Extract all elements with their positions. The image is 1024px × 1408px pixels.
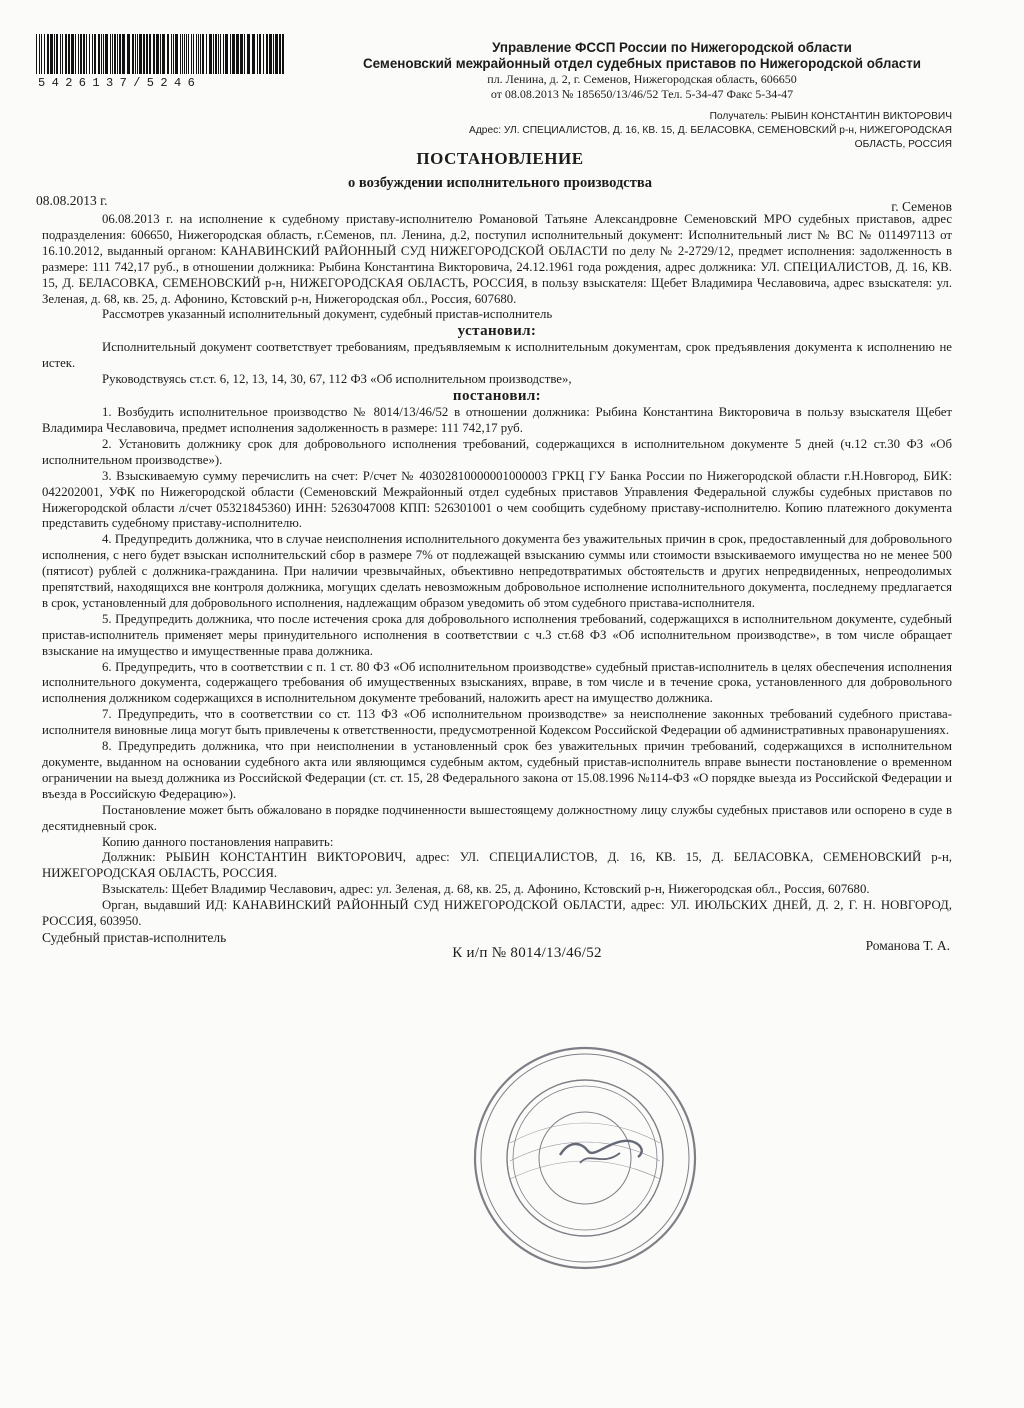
agency-name: Управление ФССП России по Нижегородской области: [492, 40, 852, 55]
debtor-paragraph: Должник: РЫБИН КОНСТАНТИН ВИКТОРОВИЧ, адрес: УЛ. СПЕЦИАЛИСТОВ, Д. 16, КВ. 15, Д. БЕЛАСОВКА, СЕМЕНОВСКИЙ р-н, НИЖЕГОРОДСКАЯ ОБЛАСТЬ, РОССИЯ.: [42, 850, 952, 881]
decision-item-7: 7. Предупредить, что в соответствии со ст. 113 ФЗ «Об исполнительном производстве» за неисполнение законных требований судебного пристава-исполнителя виновные лица могут быть привлечены к ответственности, предусмотренной Кодексом Российской Федерации об административных правонарушениях.: [42, 707, 952, 738]
department-name: Семеновский межрайонный отдел судебных приставов по Нижегородской области: [362, 56, 922, 71]
decision-item-2: 2. Установить должнику срок для добровольного исполнения требований, содержащихся в исполнительном документе 5 дней (ч.12 ст.30 ФЗ «Об исполнительном производстве»).: [42, 436, 952, 467]
document-subtitle: о возбуждении исполнительного производства: [348, 175, 652, 191]
document-title: ПОСТАНОВЛЕНИЕ: [416, 149, 584, 168]
date-row: [36, 193, 952, 214]
recipient-block: [312, 110, 952, 152]
intro-paragraph: 06.08.2013 г. на исполнение к судебному приставу-исполнителю Романовой Татьяне Александровне Семеновский МРО судебных приставов, адрес подразделения: 606650, Нижегородская область, г.Семенов, пл. Ленина, д.2, поступил исполнительный документ: Исполнительный лист № ВС № 011497113 от 16.10.2012, выданный органом: КАНАВИНСКИЙ РАЙОННЫЙ СУД НИЖЕГОРОДСКОЙ ОБЛАСТИ по делу № 2-2729/12, предмет исполнения: задолженность в размере: 111 742,17 руб., в отношении должника: Рыбина Константина Викторовича, 24.12.1961 года рождения, адрес должника: УЛ. СПЕЦИАЛИСТОВ, Д. 16, КВ. 15, Д. БЕЛАСОВКА, СЕМЕНОВСКИЙ р-н, НИЖЕГОРОДСКАЯ ОБЛАСТЬ, РОССИЯ, в пользу взыскателя: Щебет Владимира Чеславовича, адрес взыскателя: ул. Зеленая, д. 68, кв. 25, д. Афонино, Кстовский р-н, Нижегородская обл., Россия, 607680.: [42, 212, 952, 306]
established-paragraph: Исполнительный документ соответствует требованиям, предъявляемым к исполнительным документам, срок предъявления документа к исполнению не истек.: [42, 340, 952, 371]
decision-item-1: 1. Возбудить исполнительное производство № 8014/13/46/52 в отношении должника: Рыбина Константина Викторовича в пользу взыскателя Щебет Владимира Чеславовича, предмет исполнения задолженность в размере: 111 742,17 руб.: [42, 405, 952, 435]
document-body: [42, 212, 952, 962]
case-number: К и/п № 8014/13/46/52: [452, 944, 602, 961]
decision-item-5: 5. Предупредить должника, что после истечения срока для добровольного исполнения требований, содержащихся в исполнительном документе, судебный пристав-исполнитель применяет меры принудительного исполнения в соответствии с ч.3 ст.68 ФЗ «Об исполнительном производстве», в том числе обращает взыскание на имущество и имущественные права должника.: [42, 611, 952, 658]
department-address: пл. Ленина, д. 2, г. Семенов, Нижегородская область, 606650: [487, 72, 797, 86]
document-date: 08.08.2013 г.: [36, 193, 108, 208]
document-city: г. Семенов: [891, 199, 952, 214]
decision-item-3: 3. Взыскиваемую сумму перечислить на счет: Р/счет № 40302810000001000003 ГРКЦ ГУ Банка России по Нижегородской области г.Н.Новгород, БИК: 042202001, УФК по Нижегородской области (Семеновский Межрайонный отдел судебных приставов Управления Федеральной службы судебных приставов по Нижегородской области л/счет 05321845360) ИНН: 5263047008 КПП: 526301001 о чем сообщить судебному приставу-исполнителю. Копию платежного документа представить судебному приставу-исполнителю.: [42, 468, 952, 531]
signer-role: Судебный пристав-исполнитель: [42, 929, 227, 945]
creditor-paragraph: Взыскатель: Щебет Владимир Чеславович, адрес: ул. Зеленая, д. 68, кв. 25, д. Афонино, Кстовский р-н, Нижегородская обл., Россия, 607680.: [102, 882, 870, 897]
decided-heading: постановил:: [452, 388, 542, 405]
barcode-icon: [36, 34, 286, 74]
appeal-paragraph: Постановление может быть обжаловано в порядке подчиненности вышестоящему должностному лицу службы судебных приставов или оспорено в суде в десятидневный срок.: [42, 802, 952, 833]
decision-item-4: 4. Предупредить должника, что в случае неисполнения исполнительного документа без уважительных причин в срок, предоставленный для добровольного исполнения, с него будет взыскан исполнительский сбор в размере 7% от подлежащей взысканию суммы или стоимости взыскиваемого имущества но не менее 500 (пятисот) рублей с должника-гражданина. При наличии чрезвычайных, объективно непредотвратимых обстоятельств и других непредвиденных, непреодолимых препятствий, находящихся вне контроля должника, могущих сделать невозможным добровольное исполнение исполнительного документа, последнему предлагается в срок, установленный для добровольного исполнения, надлежащим образом уведомить об этом судебного пристава-исполнителя.: [42, 532, 952, 610]
signer-name: Романова Т. А.: [865, 937, 950, 953]
decision-item-6: 6. Предупредить, что в соответствии с п. 1 ст. 80 ФЗ «Об исполнительном производстве» судебный пристав-исполнитель в целях обеспечения исполнения исполнительного документа, содержащего требования об имущественных взысканиях, вправе, в том числе и в течение срока, установленного для добровольного исполнения должником содержащихся в исполнительном документе требований, наложить арест на имущество должника.: [42, 659, 952, 706]
copy-to-paragraph: Копию данного постановления направить:: [102, 834, 334, 849]
recipient-address: Адрес: УЛ. СПЕЦИАЛИСТОВ, Д. 16, КВ. 15, Д. БЕЛАСОВКА, СЕМЕНОВСКИЙ р-н, НИЖЕГОРОДСКАЯ: [469, 125, 952, 136]
guided-paragraph: Руководствуясь ст.ст. 6, 12, 13, 14, 30, 67, 112 ФЗ «Об исполнительном производстве»,: [102, 372, 572, 387]
decision-item-8: 8. Предупредить должника, что при неисполнении в установленный срок без уважительных причин требований, содержащихся в исполнительном документе, выданном на основании судебного акта или являющимся судебным актом, судебный пристав-исполнитель вправе вынести постановление о временном ограничении на выезд должника из Российской Федерации (ст. ст. 15, 28 Федерального закона от 15.08.1996 №114-ФЗ «О порядке выезда из Российской Федерации и въезда в Российскую Федерацию»).: [42, 739, 952, 801]
issuer-paragraph: Орган, выдавший ИД: КАНАВИНСКИЙ РАЙОННЫЙ СУД НИЖЕГОРОДСКОЙ ОБЛАСТИ, адрес: УЛ. ИЮЛЬСКИХ ДНЕЙ, Д. 2, Г. Н. НОВГОРОД, РОССИЯ, 603950.: [42, 898, 952, 929]
recipient-name: Получатель: РЫБИН КОНСТАНТИН ВИКТОРОВИЧ: [709, 111, 952, 122]
recipient-address-cont: ОБЛАСТЬ, РОССИЯ: [854, 139, 952, 150]
document-reference: от 08.08.2013 № 185650/13/46/52 Тел. 5-34-47 Факс 5-34-47: [490, 87, 794, 101]
established-heading: установил:: [457, 323, 537, 340]
agency-header: [332, 40, 952, 102]
official-seal-icon: [470, 1043, 700, 1273]
considered-paragraph: Рассмотрев указанный исполнительный документ, судебный пристав-исполнитель: [102, 307, 553, 322]
barcode-number: 5426137/5246: [38, 76, 202, 90]
